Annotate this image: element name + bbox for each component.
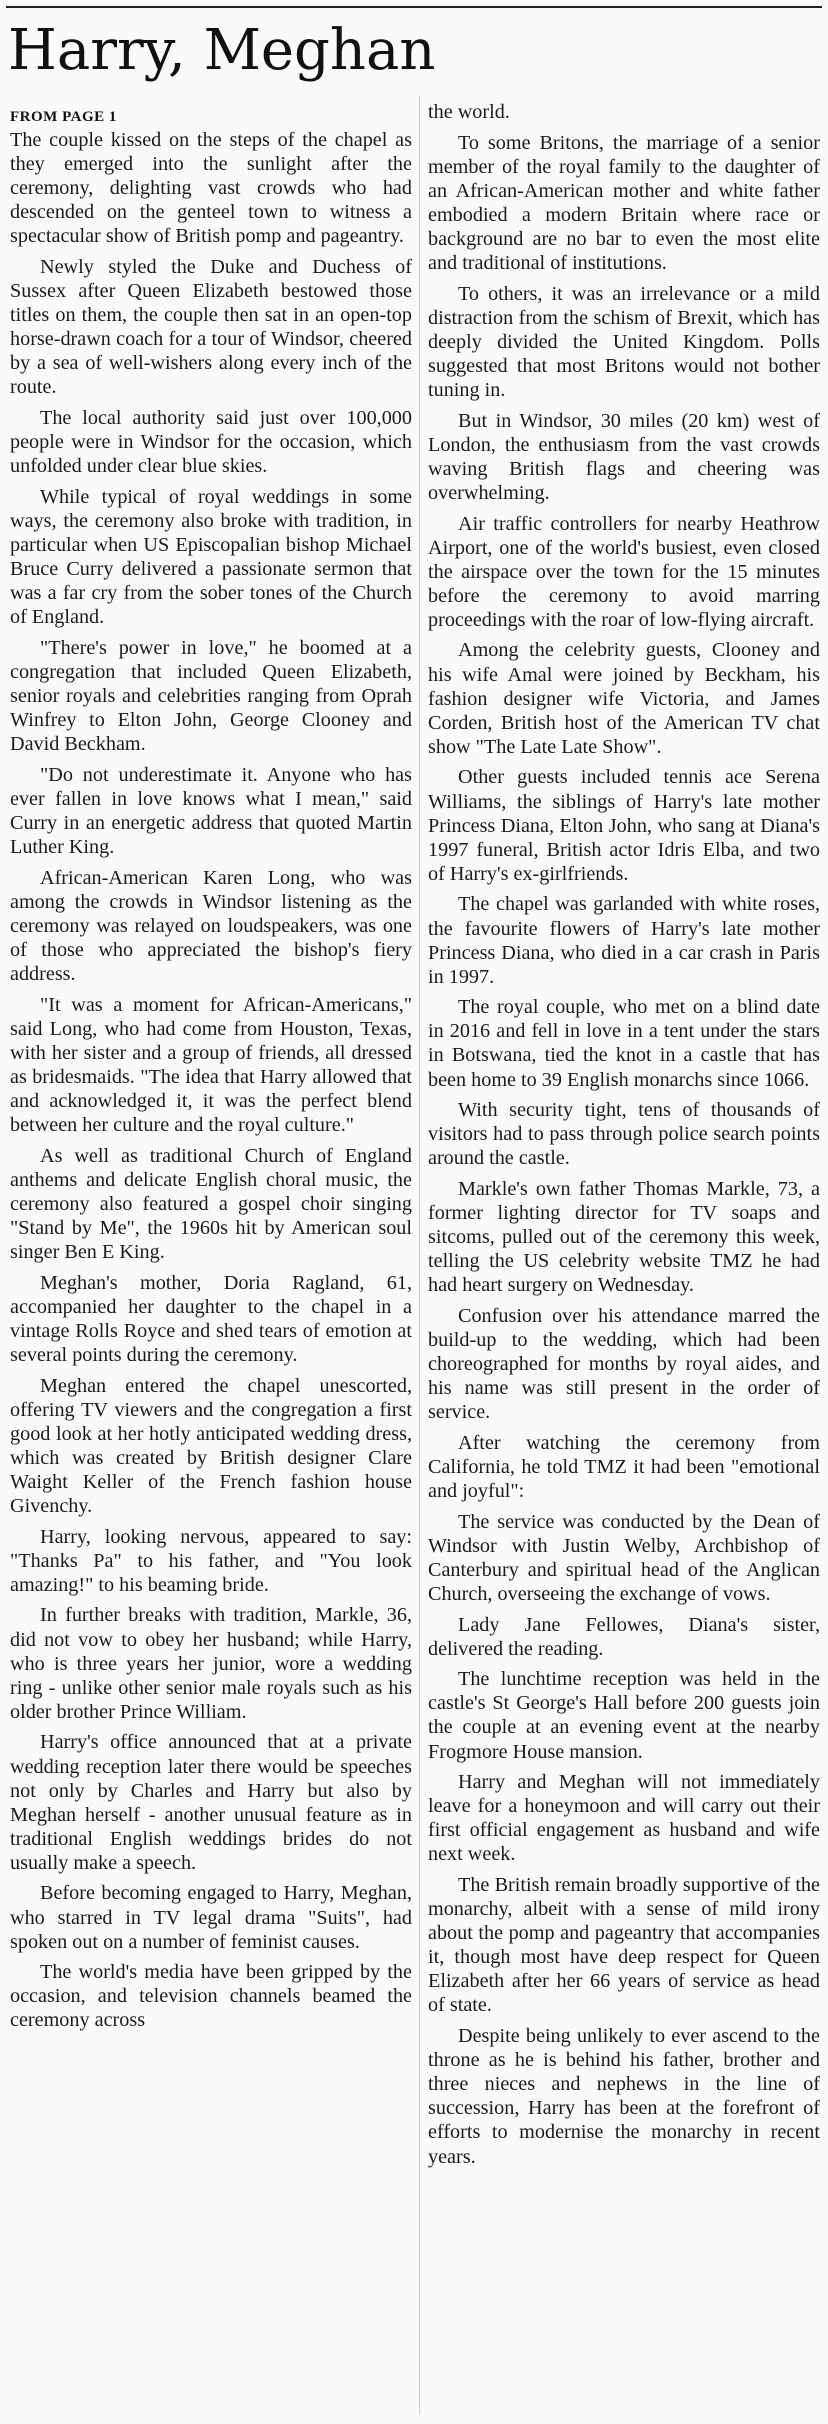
article-paragraph: Among the celebrity guests, Clooney and his wife Amal were joined by Beckham, his fashion designer wife Victoria, and James Corden, British host of the American TV chat show "The Late Late Show". <box>428 639 820 758</box>
article-paragraph: Lady Jane Fellowes, Diana's sister, delivered the reading. <box>428 1613 820 1660</box>
article-paragraph: The local authority said just over 100,000 people were in Windsor for the occasion, which unfolded under clear blue skies. <box>10 407 412 478</box>
article-paragraph: the world. <box>428 101 510 123</box>
article-paragraph: Meghan entered the chapel unescorted, offering TV viewers and the congregation a first good look at her hotly anticipated wedding dress, which was created by British designer Clare Waight Keller of the French fashion house Givenchy. <box>10 1374 412 1518</box>
article-paragraph: The couple kissed on the steps of the chapel as they emerged into the sunlight after the ceremony, delighting vast crowds who had descended on the genteel town to witness a spectacular show of British pomp and pageantry. <box>10 129 412 248</box>
article-paragraph: The world's media have been gripped by the occasion, and television channels beamed the ceremony across <box>10 1961 412 2032</box>
kicker: FROM PAGE 1 <box>10 109 117 125</box>
article-paragraph: While typical of royal weddings in some ways, the ceremony also broke with tradition, in particular when US Episcopalian bishop Michael Bruce Curry delivered a passionate sermon that was a far cry from the sober tones of the Church of England. <box>10 485 412 629</box>
article-paragraph: Newly styled the Duke and Duchess of Sussex after Queen Elizabeth bestowed those titles on them, the couple then sat in an open-top horse-drawn coach for a tour of Windsor, cheered by a sea of well-wishers along every inch of the route. <box>10 255 412 399</box>
article-paragraph: African-American Karen Long, who was among the crowds in Windsor listening as the ceremony was relayed on loudspeakers, was one of those who appreciated the bishop's fiery address. <box>10 866 412 986</box>
article-paragraph: But in Windsor, 30 miles (20 km) west of London, the enthusiasm from the vast crowds waving British flags and cheering was overwhelming. <box>428 409 820 504</box>
column-divider <box>419 96 420 2414</box>
article-paragraph: Confusion over his attendance marred the build-up to the wedding, which had been choreographed for months by royal aides, and his name was still present in the order of service. <box>428 1304 820 1424</box>
article-paragraph: The royal couple, who met on a blind date in 2016 and fell in love in a tent under the stars in Botswana, tied the knot in a castle that has been home to 39 English monarchs since 1066. <box>428 996 820 1091</box>
article-paragraph: Other guests included tennis ace Serena Williams, the siblings of Harry's late mother Princess Diana, Elton John, who sang at Diana's 1997 funeral, British actor Idris Elba, and two of Harry's ex-girlfriends. <box>428 766 820 885</box>
article-column-right <box>428 100 820 2175</box>
article-paragraph: The chapel was garlanded with white roses, the favourite flowers of Harry's late mother Princess Diana, who died in a car crash in Paris in 1997. <box>428 893 820 988</box>
article-paragraph: The service was conducted by the Dean of Windsor with Justin Welby, Archbishop of Canterbury and spiritual head of the Anglican Church, overseeing the exchange of vows. <box>428 1510 820 1605</box>
article-paragraph: Harry and Meghan will not immediately leave for a honeymoon and will carry out their first official engagement as husband and wife next week. <box>428 1771 820 1866</box>
article-paragraph: After watching the ceremony from California, he told TMZ it had been "emotional and joyful": <box>428 1431 820 1503</box>
article-paragraph: Harry's office announced that at a private wedding reception later there would be speeches not only by Charles and Harry but also by Meghan herself - another unusual feature as in traditional English weddings brides do not usually make a speech. <box>10 1731 412 1874</box>
article-paragraph: Markle's own father Thomas Markle, 73, a former lighting director for TV soaps and sitcoms, pulled out of the ceremony this week, telling the US celebrity website TMZ he had had heart surgery on Wednesday. <box>428 1177 820 1297</box>
article-paragraph: In further breaks with tradition, Markle, 36, did not vow to obey her husband; while Harry, who is three years her junior, wore a wedding ring - unlike other senior male royals such as his older brother Prince William. <box>10 1604 412 1723</box>
top-rule <box>6 6 822 8</box>
article-paragraph: Before becoming engaged to Harry, Meghan, who starred in TV legal drama "Suits", had spoken out on a number of feminist causes. <box>10 1882 412 1953</box>
article-paragraph: "There's power in love," he boomed at a congregation that included Queen Elizabeth, senior royals and celebrities ranging from Oprah Winfrey to Elton John, George Clooney and David Beckham. <box>10 636 412 756</box>
article-paragraph: As well as traditional Church of England anthems and delicate English choral music, the ceremony also featured a gospel choir singing "Stand by Me", the 1960s hit by American soul singer Ben E King. <box>10 1144 412 1264</box>
article-paragraph: Harry, looking nervous, appeared to say: "Thanks Pa" to his father, and "You look amazing!" to his beaming bride. <box>10 1525 412 1596</box>
article-paragraph: Meghan's mother, Doria Ragland, 61, accompanied her daughter to the chapel in a vintage Rolls Royce and shed tears of emotion at several points during the ceremony. <box>10 1271 412 1366</box>
article-paragraph: To some Britons, the marriage of a senior member of the royal family to the daughter of an African-American mother and white father embodied a modern Britain where race or background are no bar to even the most elite and traditional of institutions. <box>428 131 820 275</box>
article-paragraph: "It was a moment for African-Americans," said Long, who had come from Houston, Texas, with her sister and a group of friends, all dressed as bridesmaids. "The idea that Harry allowed that and acknowledged it, it was the perfect blend between her culture and the royal culture." <box>10 993 412 1137</box>
article-paragraph: The British remain broadly supportive of the monarchy, albeit with a sense of mild irony about the pomp and pageantry that accompanies it, though most have deep respect for Queen Elizabeth after her 66 years of service as head of state. <box>428 1873 820 2017</box>
article-paragraph: The lunchtime reception was held in the castle's St George's Hall before 200 guests join the couple at an evening event at the nearby Frogmore House mansion. <box>428 1668 820 1763</box>
article-paragraph: Air traffic controllers for nearby Heathrow Airport, one of the world's busiest, even closed the airspace over the town for the 15 minutes before the ceremony to avoid marring proceedings with the roar of low-flying aircraft. <box>428 512 820 631</box>
article-paragraph: To others, it was an irrelevance or a mild distraction from the schism of Brexit, which has deeply divided the United Kingdom. Polls suggested that most Britons would not bother tuning in. <box>428 282 820 402</box>
article-paragraph: "Do not underestimate it. Anyone who has ever fallen in love knows what I mean," said Curry in an energetic address that quoted Martin Luther King. <box>10 763 412 859</box>
article-paragraph: With security tight, tens of thousands of visitors had to pass through police search points around the castle. <box>428 1099 820 1170</box>
article-column-left <box>10 108 412 2039</box>
article-paragraph: Despite being unlikely to ever ascend to the throne as he is behind his father, brother and three nieces and nephews in the line of succession, Harry has been at the forefront of efforts to modernise the monarchy in recent years. <box>428 2025 820 2168</box>
headline: Harry, Meghan <box>8 18 436 83</box>
